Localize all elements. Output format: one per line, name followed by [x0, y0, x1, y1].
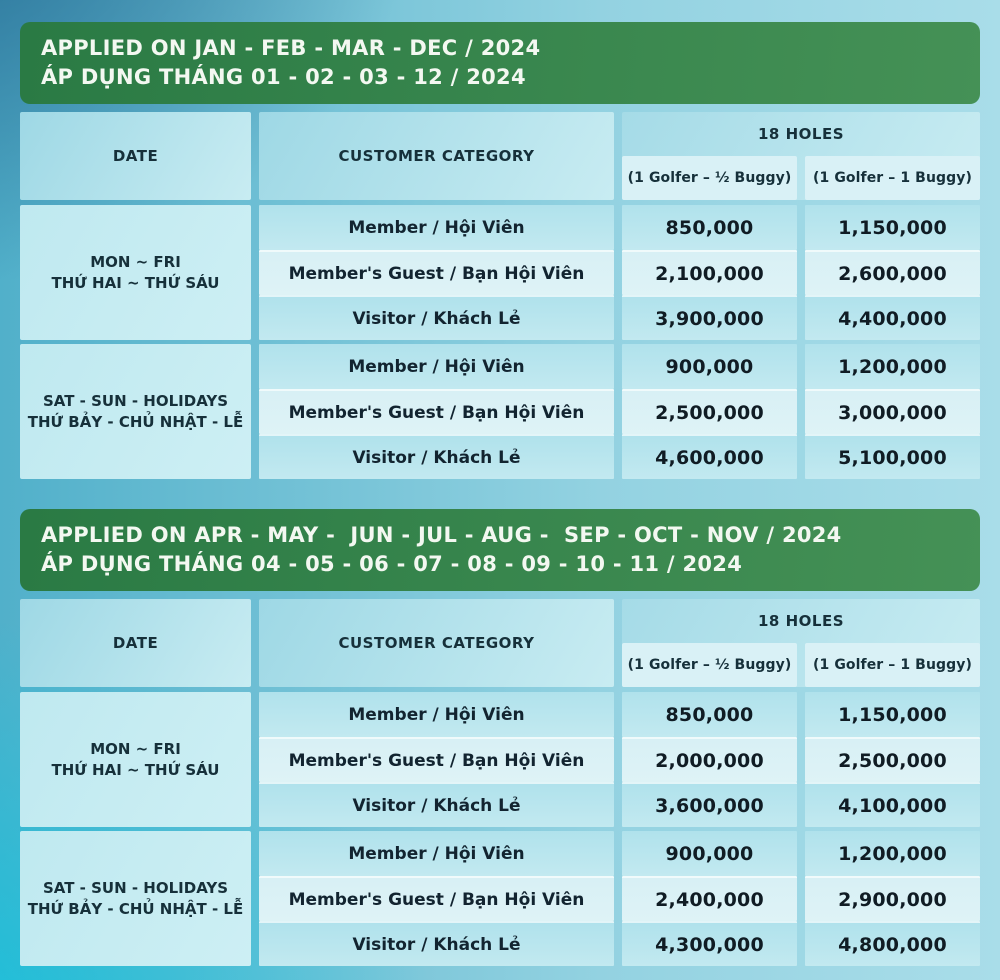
price-half-buggy: 900,000: [622, 344, 797, 389]
banner-line-en: APPLIED ON JAN - FEB - MAR - DEC / 2024: [41, 36, 541, 60]
price-half-buggy: 850,000: [622, 205, 797, 250]
category-cell: Member / Hội Viên: [259, 692, 614, 737]
date-line-en: SAT - SUN - HOLIDAYS: [42, 878, 229, 897]
rate-group-weekday-1: [20, 205, 980, 340]
header-customer-category: CUSTOMER CATEGORY: [259, 112, 614, 200]
header-18-holes: 18 HOLES: [757, 125, 844, 143]
category-cell: Visitor / Khách Lẻ: [259, 434, 614, 479]
price-half-buggy: 4,300,000: [622, 921, 797, 966]
table-1-header: [20, 112, 980, 200]
price-full-buggy: 2,500,000: [805, 737, 980, 782]
date-line-vi: THỨ BẢY - CHỦ NHẬT - LỄ: [27, 899, 244, 918]
date-line-en: MON ~ FRI: [90, 252, 181, 271]
price-full-buggy: 1,150,000: [805, 692, 980, 737]
price-half-buggy: 4,600,000: [622, 434, 797, 479]
header-full-buggy: (1 Golfer – 1 Buggy): [805, 643, 980, 687]
header-date: DATE: [20, 112, 251, 200]
category-cell: Member's Guest / Bạn Hội Viên: [259, 876, 614, 921]
price-full-buggy: 1,150,000: [805, 205, 980, 250]
season-banner-2: [20, 509, 980, 591]
price-half-buggy: 3,600,000: [622, 782, 797, 827]
category-cell: Member / Hội Viên: [259, 205, 614, 250]
category-cell: Member / Hội Viên: [259, 831, 614, 876]
price-half-buggy: 2,100,000: [622, 250, 797, 295]
banner-line-en: APPLIED ON APR - MAY - JUN - JUL - AUG - SEP - OCT - NOV / 2024: [41, 523, 842, 547]
price-half-buggy: 850,000: [622, 692, 797, 737]
category-cell: Member's Guest / Bạn Hội Viên: [259, 737, 614, 782]
banner-line-vi: ÁP DỤNG THÁNG 01 - 02 - 03 - 12 / 2024: [41, 65, 526, 89]
price-half-buggy: 900,000: [622, 831, 797, 876]
category-cell: Visitor / Khách Lẻ: [259, 782, 614, 827]
price-full-buggy: 5,100,000: [805, 434, 980, 479]
price-full-buggy: 4,800,000: [805, 921, 980, 966]
date-line-vi: THỨ HAI ~ THỨ SÁU: [51, 273, 220, 292]
price-full-buggy: 1,200,000: [805, 831, 980, 876]
header-18-holes-group: [622, 599, 980, 687]
date-cell: [20, 692, 251, 827]
price-full-buggy: 4,400,000: [805, 295, 980, 340]
header-18-holes: 18 HOLES: [757, 612, 844, 630]
price-full-buggy: 2,900,000: [805, 876, 980, 921]
category-cell: Member / Hội Viên: [259, 344, 614, 389]
rate-group-weekday-2: [20, 692, 980, 827]
header-date: DATE: [20, 599, 251, 687]
date-line-en: SAT - SUN - HOLIDAYS: [42, 391, 229, 410]
price-full-buggy: 2,600,000: [805, 250, 980, 295]
price-full-buggy: 1,200,000: [805, 344, 980, 389]
category-cell: Visitor / Khách Lẻ: [259, 921, 614, 966]
header-half-buggy: (1 Golfer – ½ Buggy): [622, 643, 797, 687]
table-2-header: [20, 599, 980, 687]
date-cell: [20, 831, 251, 966]
banner-line-vi: ÁP DỤNG THÁNG 04 - 05 - 06 - 07 - 08 - 09 - 10 - 11 / 2024: [41, 552, 743, 576]
section-divider: [20, 483, 980, 509]
date-cell: [20, 344, 251, 479]
date-cell: [20, 205, 251, 340]
price-half-buggy: 3,900,000: [622, 295, 797, 340]
date-line-en: MON ~ FRI: [90, 739, 181, 758]
header-customer-category: CUSTOMER CATEGORY: [259, 599, 614, 687]
season-banner-1: [20, 22, 980, 104]
date-line-vi: THỨ HAI ~ THỨ SÁU: [51, 760, 220, 779]
price-full-buggy: 3,000,000: [805, 389, 980, 434]
price-half-buggy: 2,500,000: [622, 389, 797, 434]
rate-group-weekend-1: [20, 344, 980, 479]
category-cell: Member's Guest / Bạn Hội Viên: [259, 250, 614, 295]
header-buggy-subrow: [622, 643, 980, 687]
header-buggy-subrow: [622, 156, 980, 200]
header-full-buggy: (1 Golfer – 1 Buggy): [805, 156, 980, 200]
date-line-vi: THỨ BẢY - CHỦ NHẬT - LỄ: [27, 412, 244, 431]
header-half-buggy: (1 Golfer – ½ Buggy): [622, 156, 797, 200]
header-18-holes-group: [622, 112, 980, 200]
price-half-buggy: 2,000,000: [622, 737, 797, 782]
price-full-buggy: 4,100,000: [805, 782, 980, 827]
category-cell: Member's Guest / Bạn Hội Viên: [259, 389, 614, 434]
category-cell: Visitor / Khách Lẻ: [259, 295, 614, 340]
rate-group-weekend-2: [20, 831, 980, 966]
price-half-buggy: 2,400,000: [622, 876, 797, 921]
